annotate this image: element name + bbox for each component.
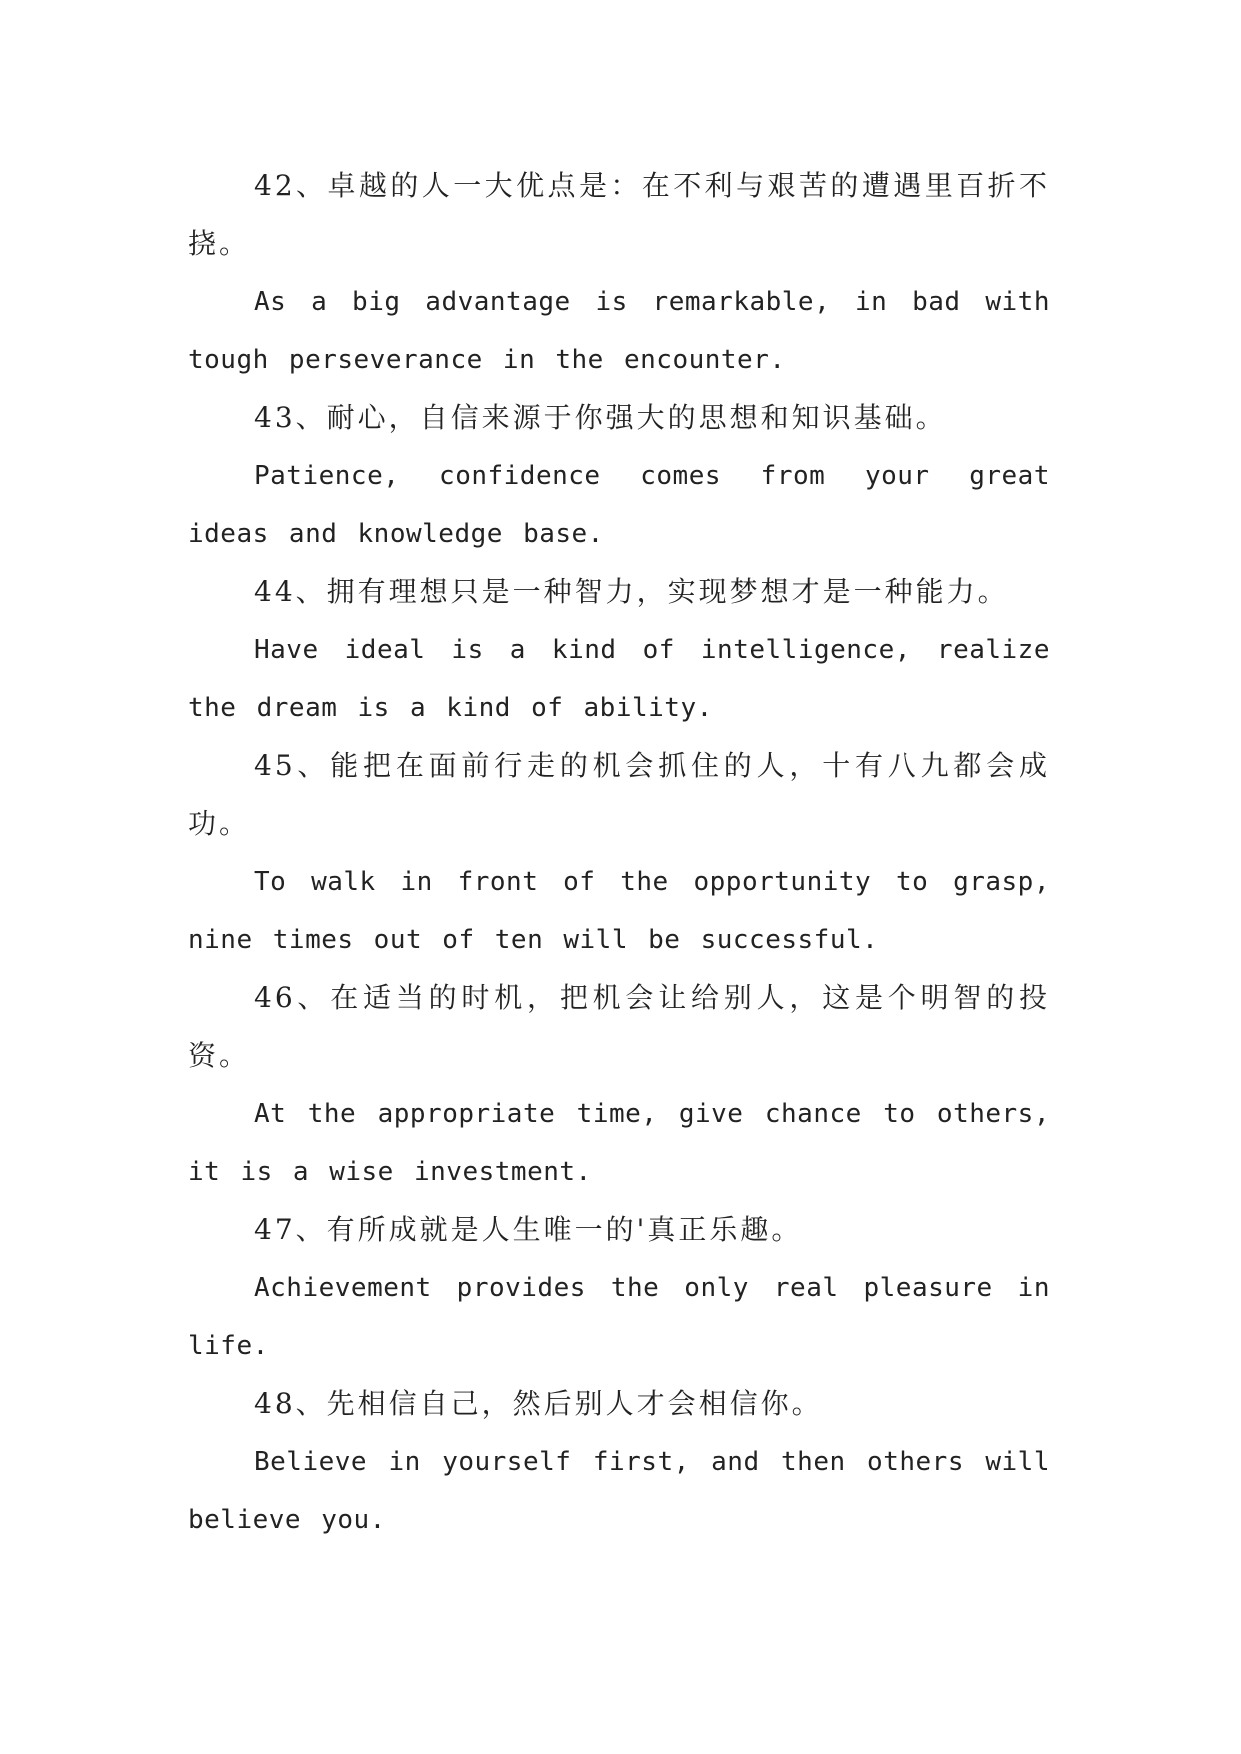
quote-48-english: Believe in yourself first, and then others will believe you. [188, 1447, 1050, 1535]
quote-47-chinese: 47、有所成就是人生唯一的'真正乐趣。 [254, 1213, 803, 1246]
quote-48-chinese: 48、先相信自己，然后别人才会相信你。 [254, 1387, 823, 1420]
quote-43-english: Patience, confidence comes from your great ideas and knowledge base. [188, 461, 1050, 549]
quote-46-chinese: 46、在适当的时机，把机会让给别人，这是个明智的投资。 [188, 981, 1050, 1072]
quote-42-english: As a big advantage is remarkable, in bad with tough perseverance in the encounter. [188, 287, 1050, 375]
document-body [188, 157, 1050, 1549]
quote-46-english: At the appropriate time, give chance to others, it is a wise investment. [188, 1099, 1050, 1187]
quote-43-chinese: 43、耐心，自信来源于你强大的思想和知识基础。 [254, 401, 947, 434]
quote-47-english: Achievement provides the only real pleasure in life. [188, 1273, 1050, 1361]
quote-44-chinese: 44、拥有理想只是一种智力，实现梦想才是一种能力。 [254, 575, 1009, 608]
quote-42-chinese: 42、卓越的人一大优点是：在不利与艰苦的遭遇里百折不挠。 [188, 169, 1050, 260]
quote-45-chinese: 45、能把在面前行走的机会抓住的人，十有八九都会成功。 [188, 749, 1050, 840]
quote-45-english: To walk in front of the opportunity to grasp, nine times out of ten will be successful. [188, 867, 1050, 955]
quote-44-english: Have ideal is a kind of intelligence, realize the dream is a kind of ability. [188, 635, 1050, 723]
